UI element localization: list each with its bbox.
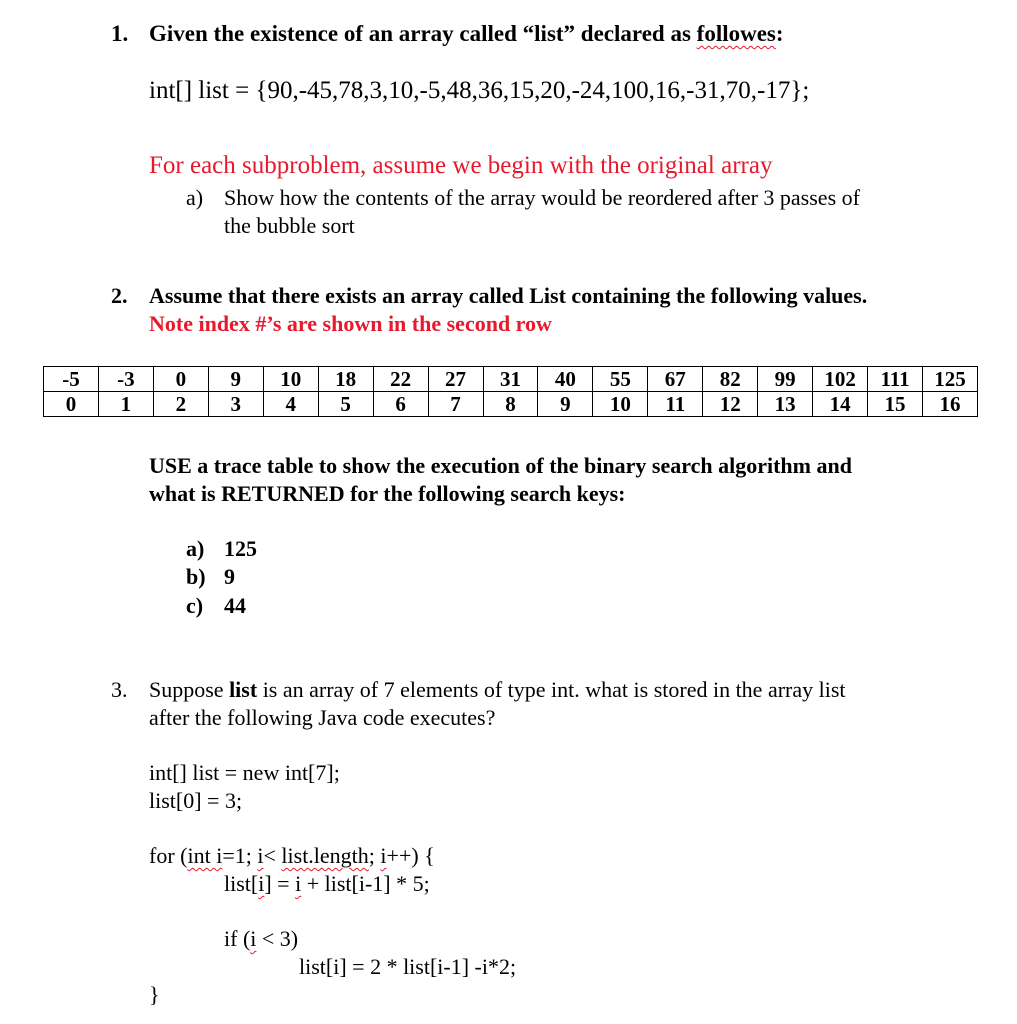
q2-note: Note index #’s are shown in the second row xyxy=(149,311,552,336)
value-cell: 22 xyxy=(373,367,428,392)
index-cell: 14 xyxy=(813,392,868,417)
index-cell: 7 xyxy=(428,392,483,417)
index-cell: 1 xyxy=(98,392,153,417)
index-cell: 10 xyxy=(593,392,648,417)
q3-if-body: list[i] = 2 * list[i-1] -i*2; xyxy=(299,954,517,979)
q3-line1 xyxy=(149,677,846,703)
value-cell: -5 xyxy=(44,367,99,392)
index-cell: 9 xyxy=(538,392,593,417)
index-cell: 15 xyxy=(868,392,923,417)
q1-number: 1. xyxy=(111,21,129,46)
key-c-value: 44 xyxy=(224,593,246,618)
index-cell: 6 xyxy=(373,392,428,417)
value-cell: 67 xyxy=(648,367,703,392)
value-cell: 55 xyxy=(593,367,648,392)
indices-row xyxy=(44,392,978,417)
body-mid: ] = xyxy=(264,871,296,896)
body-post: + list[i-1] * 5; xyxy=(301,871,430,896)
value-cell: 9 xyxy=(208,367,263,392)
q2-number: 2. xyxy=(111,283,128,308)
q3-code2: list[0] = 3; xyxy=(149,788,243,813)
value-cell: 102 xyxy=(813,367,868,392)
key-a-label: a) xyxy=(186,536,205,561)
for-int-i: int i xyxy=(187,843,223,868)
value-cell: 82 xyxy=(703,367,758,392)
if-pre: if ( xyxy=(224,926,251,951)
q1-heading-colon: : xyxy=(775,21,784,46)
key-a-value: 125 xyxy=(224,536,257,561)
for-mid2: < xyxy=(263,843,282,868)
q3-close-brace: } xyxy=(149,982,160,1007)
index-cell: 11 xyxy=(648,392,703,417)
q3-line1-pre: Suppose xyxy=(149,677,230,702)
q2-instruction-line1: USE a trace table to show the execution of the binary search algorithm and xyxy=(149,453,852,478)
q3-if-line xyxy=(224,926,298,952)
key-b-value: 9 xyxy=(224,564,235,589)
q3-number: 3. xyxy=(111,677,128,702)
for-mid1: =1; xyxy=(222,843,258,868)
q1-note: For each subproblem, assume we begin with the original array xyxy=(149,152,773,179)
value-cell: 125 xyxy=(923,367,978,392)
q2-heading: Assume that there exists an array called List containing the following values. xyxy=(149,283,868,308)
q3-line2: after the following Java code executes? xyxy=(149,705,496,730)
q3-for-line xyxy=(149,843,435,869)
value-cell: 99 xyxy=(758,367,813,392)
for-length: list.length xyxy=(281,843,369,868)
q1-a-line2: the bubble sort xyxy=(224,213,355,238)
q1-heading-text: Given the existence of an array called “list” declared as xyxy=(149,21,697,46)
index-cell: 13 xyxy=(758,392,813,417)
key-c-label: c) xyxy=(186,593,204,618)
for-i2: i xyxy=(257,843,264,868)
value-cell: 40 xyxy=(538,367,593,392)
q3-line1-bold: list xyxy=(229,677,258,702)
key-b-label: b) xyxy=(186,564,206,589)
index-cell: 12 xyxy=(703,392,758,417)
q1-heading-misspelled: followes xyxy=(696,21,776,46)
q1-code: int[] list = {90,-45,78,3,10,-5,48,36,15,20,-24,100,16,-31,70,-17}; xyxy=(149,77,810,104)
index-cell: 4 xyxy=(263,392,318,417)
q3-line1-post: is an array of 7 elements of type int. what is stored in the array list xyxy=(257,677,846,702)
q3-body-line xyxy=(224,871,430,897)
array-table xyxy=(43,366,978,417)
q3-code1: int[] list = new int[7]; xyxy=(149,760,340,785)
index-cell: 0 xyxy=(44,392,99,417)
for-mid3: ; xyxy=(368,843,381,868)
for-post: ++) { xyxy=(386,843,435,868)
index-cell: 5 xyxy=(318,392,373,417)
value-cell: 0 xyxy=(153,367,208,392)
index-cell: 8 xyxy=(483,392,538,417)
value-cell: 10 xyxy=(263,367,318,392)
body-i: i xyxy=(258,871,265,896)
if-post: < 3) xyxy=(256,926,299,951)
body-i2: i xyxy=(295,871,302,896)
value-cell: 111 xyxy=(868,367,923,392)
value-cell: 18 xyxy=(318,367,373,392)
value-cell: 27 xyxy=(428,367,483,392)
body-pre: list[ xyxy=(224,871,259,896)
index-cell: 2 xyxy=(153,392,208,417)
value-cell: -3 xyxy=(98,367,153,392)
for-ipp: i xyxy=(380,843,387,868)
values-row xyxy=(44,367,978,392)
index-cell: 16 xyxy=(923,392,978,417)
q2-instruction-line2: what is RETURNED for the following search keys: xyxy=(149,481,626,506)
q1-heading xyxy=(149,21,784,47)
if-i: i xyxy=(250,926,257,951)
index-cell: 3 xyxy=(208,392,263,417)
value-cell: 31 xyxy=(483,367,538,392)
q1-a-line1: Show how the contents of the array would be reordered after 3 passes of xyxy=(224,185,860,210)
for-pre: for ( xyxy=(149,843,188,868)
q1-a-label: a) xyxy=(186,185,204,210)
